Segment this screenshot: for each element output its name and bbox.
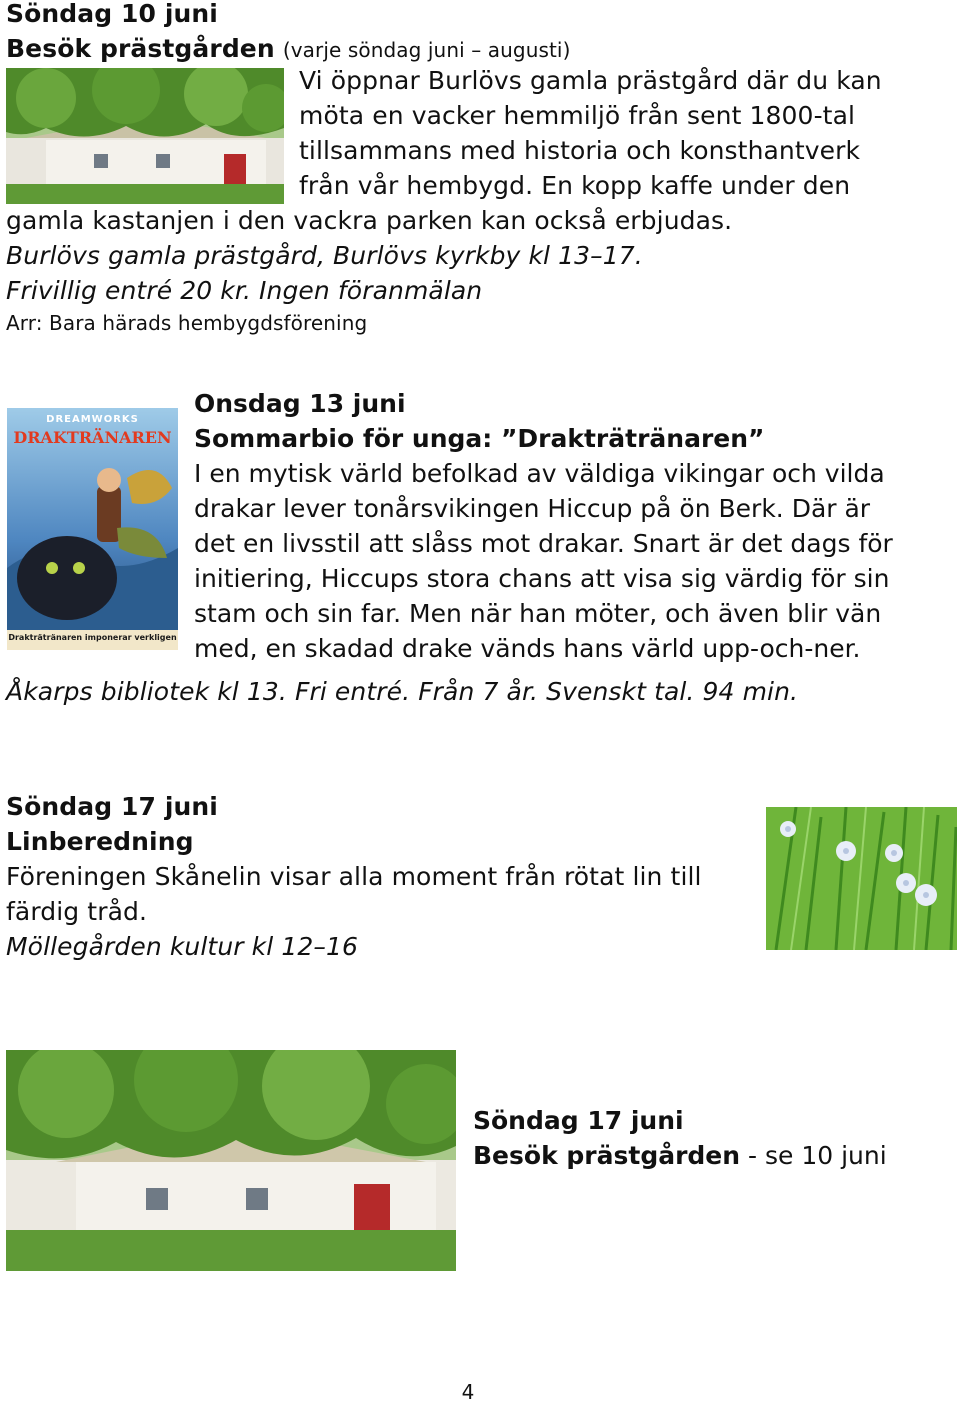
event1-location: Burlövs gamla prästgård, Burlövs kyrkby kl 13–17. bbox=[6, 241, 643, 270]
parsonage-photo-small bbox=[6, 68, 284, 204]
event3-line-2: färdig tråd. bbox=[6, 897, 148, 926]
event2-title: Sommarbio för unga: ”Drakträtränaren” bbox=[194, 424, 765, 453]
event2-line-5: stam och sin far. Men när han möter, och även blir vän bbox=[194, 599, 882, 628]
event2-line-4: initiering, Hiccups stora chans att visa sig värdig för sin bbox=[194, 564, 890, 593]
event4-date: Söndag 17 juni bbox=[473, 1106, 684, 1135]
flax-flowers-photo bbox=[766, 807, 957, 950]
event1-line-3: tillsammans med historia och konsthantverk bbox=[299, 136, 861, 165]
poster-brand: DREAMWORKS bbox=[46, 414, 139, 425]
event3-title: Linberedning bbox=[6, 827, 194, 856]
movie-poster bbox=[7, 408, 178, 650]
event3-location: Möllegården kultur kl 12–16 bbox=[6, 932, 358, 961]
event1-line-1: Vi öppnar Burlövs gamla prästgård där du kan bbox=[299, 66, 882, 95]
event1-organizer: Arr: Bara härads hembygdsförening bbox=[6, 311, 368, 335]
poster-tagline: Drakträtränaren imponerar verkligen bbox=[8, 633, 177, 642]
parsonage-photo-large bbox=[6, 1050, 456, 1271]
page-number: 4 bbox=[461, 1380, 475, 1404]
event4-heading bbox=[473, 1138, 887, 1173]
event2-line-3: det en livsstil att slåss mot drakar. Snart är det dags för bbox=[194, 529, 893, 558]
event1-date: Söndag 10 juni bbox=[6, 0, 218, 28]
event2-line-6: med, en skadad drake vänds hans värld upp-och-ner. bbox=[194, 634, 861, 663]
poster-title: DRAKTRÄNAREN bbox=[13, 428, 172, 447]
event1-line-2: möta en vacker hemmiljö från sent 1800-tal bbox=[299, 101, 856, 130]
event1-line-5: gamla kastanjen i den vackra parken kan också erbjudas. bbox=[6, 206, 733, 235]
event1-title-note: (varje söndag juni – augusti) bbox=[282, 38, 571, 62]
event4-title-note: - se 10 juni bbox=[740, 1141, 887, 1170]
event2-date: Onsdag 13 juni bbox=[194, 389, 406, 418]
event1-title: Besök prästgården bbox=[6, 34, 275, 63]
event4-title: Besök prästgården bbox=[473, 1141, 741, 1170]
event2-line-1: I en mytisk värld befolkad av väldiga vikingar och vilda bbox=[194, 459, 885, 488]
event3-date: Söndag 17 juni bbox=[6, 792, 218, 821]
event1-fee: Frivillig entré 20 kr. Ingen föranmälan bbox=[6, 276, 483, 305]
event3-line-1: Föreningen Skånelin visar alla moment från rötat lin till bbox=[6, 862, 702, 891]
event2-info: Åkarps bibliotek kl 13. Fri entré. Från 7 år. Svenskt tal. 94 min. bbox=[6, 677, 799, 706]
event2-line-2: drakar lever tonårsvikingen Hiccup på ön Berk. Där är bbox=[194, 494, 871, 523]
event1-line-4: från vår hembygd. En kopp kaffe under den bbox=[299, 171, 851, 200]
